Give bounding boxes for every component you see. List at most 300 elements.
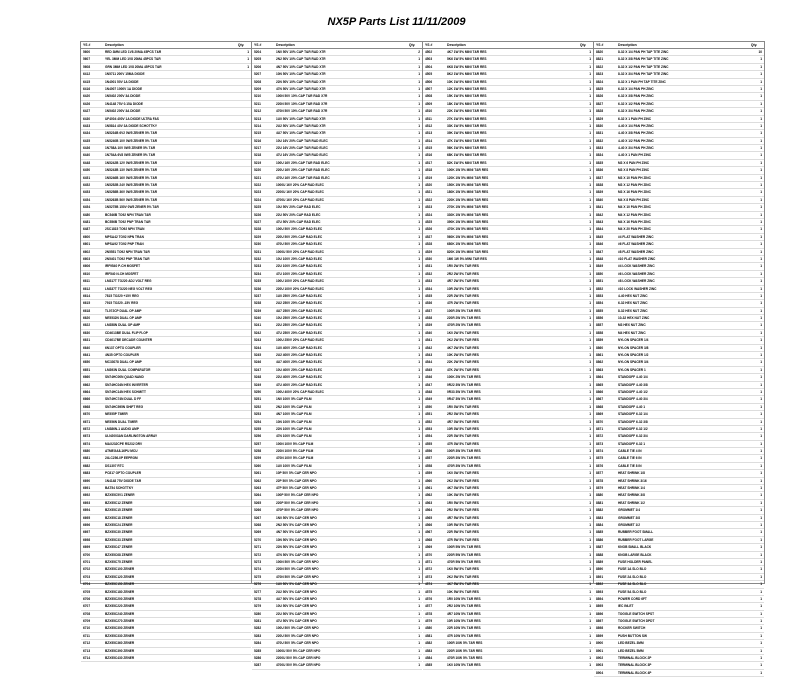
cell-desc: 120K 1W 5% MINI T&R RES (447, 175, 489, 180)
cell-desc: 22K 1W 5% MINI T&R RES (447, 109, 487, 114)
cell-ys: 8887 (596, 545, 604, 550)
cell-qty (233, 648, 251, 654)
cell-desc: 470R 2W 5% T&R RES (447, 323, 481, 328)
cell-desc: SN74HC595N SHIFT REG (105, 404, 144, 409)
cell-qty: 1 (760, 94, 762, 99)
cell-desc: 1N4148 75V DIODE T&R (105, 478, 142, 483)
table-row (594, 589, 764, 596)
cell-ys: 5608 (83, 64, 91, 69)
table-row (81, 278, 251, 285)
cell-desc: LM393N DUAL COMPARATOR (105, 367, 151, 372)
cell-desc: CD4017BE DECADE COUNTER (105, 338, 153, 343)
cell-ys: 4562 (425, 493, 433, 498)
cell-ys: 6641 (83, 353, 91, 358)
cell-qty (233, 611, 251, 617)
cell-ys: 5277 (254, 589, 262, 594)
cell-ys: 5219 (254, 160, 262, 165)
cell-qty: 1 (589, 190, 591, 195)
cell-desc: 10R 3W 5% T&R RES (447, 426, 479, 431)
cell-ys: 5238 (254, 301, 262, 306)
cell-ys: 4553 (425, 426, 433, 431)
cell-qty: 1 (589, 64, 591, 69)
cell-qty: 1 (418, 79, 420, 84)
cell-desc: 1N5243B 13V 0W5 ZENER 5% T&R (105, 168, 158, 173)
cell-qty (233, 522, 251, 528)
table-row (594, 640, 764, 647)
cell-ys: 6454 (83, 205, 91, 210)
cell-qty: 1 (589, 419, 591, 424)
cell-desc: 100N 50V 5% CAP CER NPO (276, 559, 319, 564)
cell-qty (233, 79, 251, 85)
cell-ys: 5269 (254, 530, 262, 535)
table-row (594, 93, 764, 100)
cell-desc: 1N4001 50V 1A DIODE (105, 79, 139, 84)
cell-qty (233, 152, 251, 158)
cell-desc: #10 FLAT WASHER ZINC (618, 256, 656, 261)
table-row (594, 241, 764, 248)
table-row (594, 278, 764, 285)
cell-qty: 1 (589, 478, 591, 483)
cell-ys: 8843 (596, 219, 604, 224)
cell-desc: 1N5246B 16V 0W5 ZENER 5% T&R (105, 175, 158, 180)
table-row (594, 308, 764, 315)
table-row (252, 212, 422, 219)
cell-ys: 5216 (254, 138, 262, 143)
header-desc: Description (105, 43, 124, 47)
cell-ys: 6453 (83, 190, 91, 195)
cell-desc: 7915 TO220 -15V REG (105, 301, 139, 306)
cell-desc: 1N5402 200V 3A DIODE (105, 109, 141, 114)
column-header (81, 42, 251, 49)
cell-qty (233, 71, 251, 77)
cell-qty: 1 (418, 493, 420, 498)
table-row (252, 625, 422, 632)
cell-desc: 10-32 HEX NUT ZINC (618, 316, 650, 321)
cell-desc: M3 X 12 PAN PH ZINC (618, 183, 651, 188)
cell-qty: 1 (589, 345, 591, 350)
cell-desc: 470R 5W 5% T&R RES (447, 559, 481, 564)
table-row (81, 500, 251, 507)
cell-ys: 8873 (596, 441, 604, 446)
cell-desc: 2N5401 TO92 PNP TRAN T&R (105, 256, 150, 261)
cell-qty: 1 (760, 493, 762, 498)
table-row (423, 145, 593, 152)
table-row (252, 603, 422, 610)
cell-desc: 6K8 1W 5% MINI T&R RES (447, 64, 487, 69)
cell-ys: 6696 (83, 523, 91, 527)
cell-desc: 4U7 250V 20% CAP RAD ELEC (276, 308, 323, 313)
cell-ys: 5234 (254, 271, 262, 276)
cell-ys: 8854 (596, 301, 604, 306)
cell-desc: 4-40 X 1/2 PAN PH ZINC (618, 138, 654, 143)
cell-desc: 47R 3W 5% T&R RES (447, 441, 479, 446)
cell-desc: MC33078 DUAL OP AMP (105, 360, 142, 365)
cell-desc: UF4004 400V 1A DIODE ULTRA FAS (105, 116, 159, 121)
cell-ys: 4514 (425, 138, 433, 143)
table-row (81, 537, 251, 544)
cell-qty: 1 (418, 486, 420, 491)
cell-qty: 1 (589, 86, 591, 91)
table-row (423, 249, 593, 256)
cell-qty: 1 (760, 648, 762, 653)
table-row (252, 116, 422, 123)
cell-qty (233, 544, 251, 550)
cell-ys: 4525 (425, 219, 433, 224)
table-row (423, 404, 593, 411)
cell-qty: 1 (760, 567, 762, 572)
table-row (252, 86, 422, 93)
cell-desc: 2R2 2W 5% T&R RES (447, 271, 479, 276)
cell-ys: 5211 (254, 101, 261, 106)
table-row (81, 256, 251, 263)
table-row (423, 433, 593, 440)
table-row (81, 544, 251, 551)
cell-qty: 1 (418, 279, 420, 284)
cell-ys: 8824 (596, 79, 604, 84)
cell-ys: 8872 (596, 434, 604, 439)
cell-qty: 1 (589, 508, 591, 513)
cell-desc: M3 HEX NUT ZINC (618, 323, 646, 328)
cell-qty: 1 (589, 404, 591, 409)
table-row (594, 175, 764, 182)
cell-desc: 1K0 3W 5% T&R RES (447, 471, 479, 476)
cell-desc: 1N5242B 12V 0W5 ZENER 5% T&R (105, 160, 158, 165)
cell-desc: 4U7 50V 10% CAP T&R RAD X7R (276, 131, 326, 136)
cell-qty: 1 (760, 234, 762, 239)
table-row (423, 175, 593, 182)
cell-desc: 47U 16V 20% CAP T&R RAD ELEC (276, 153, 328, 158)
cell-ys: 5266 (254, 508, 262, 513)
cell-ys: 5257 (254, 441, 262, 446)
table-row (252, 433, 422, 440)
cell-desc: 100N 50V 10% CAP T&R RAD X7R (276, 94, 328, 99)
cell-ys: 6600 (83, 234, 91, 239)
cell-qty: 1 (760, 249, 762, 254)
cell-qty: 1 (418, 256, 420, 261)
cell-qty: 1 (418, 596, 420, 601)
cell-ys: 5226 (254, 212, 262, 217)
cell-qty: 1 (418, 523, 420, 527)
cell-ys: 8856 (596, 316, 604, 321)
table-row (594, 293, 764, 300)
cell-qty: 1 (418, 123, 420, 128)
cell-ys: 8894 (596, 596, 604, 601)
table-row (423, 389, 593, 396)
table-row (81, 330, 251, 337)
table-row (594, 322, 764, 329)
cell-desc: NE5532N DUAL OP AMP (105, 316, 142, 321)
cell-ys: 4518 (425, 168, 433, 173)
cell-desc: M4 X 10 PAN PH ZINC (618, 205, 651, 210)
cell-desc: 47U 100V 20% CAP RAD ELEC (276, 271, 323, 276)
cell-desc: 47K 2W 5% T&R RES (447, 367, 479, 372)
cell-qty (233, 337, 251, 343)
cell-qty (233, 322, 251, 328)
table-row (81, 515, 251, 522)
table-row (423, 566, 593, 573)
cell-desc: 1N5234B 6V2 0W5 ZENER 5% T&R (105, 131, 158, 136)
cell-ys: 8842 (596, 212, 604, 217)
cell-qty: 2 (418, 50, 420, 54)
cell-ys: 8876 (596, 463, 604, 468)
cell-ys: 4581 (425, 633, 433, 638)
cell-qty: 1 (760, 293, 762, 298)
table-row (252, 93, 422, 100)
cell-desc: HEAT SHRINK 3/16 (618, 478, 647, 483)
cell-ys: 8860 (596, 345, 604, 350)
table-row (252, 374, 422, 381)
cell-ys: 6671 (83, 419, 91, 424)
cell-ys: 4524 (425, 212, 433, 217)
cell-desc: STANDOFF 4-40 1/2 (618, 389, 648, 394)
cell-qty: 1 (760, 205, 762, 210)
table-row (81, 79, 251, 86)
cell-desc: 1K0 2W 5% T&R RES (447, 330, 479, 335)
table-row (252, 478, 422, 485)
table-row (252, 352, 422, 359)
cell-qty: 1 (418, 249, 420, 254)
table-row (81, 123, 251, 130)
cell-desc: 100U 400V 20% CAP RAD ELEC (276, 389, 324, 394)
cell-desc: 4-40 X 3/8 PAN PH ZINC (618, 131, 654, 136)
table-row (423, 345, 593, 352)
cell-ys: 6454 (83, 197, 91, 202)
cell-qty: 1 (589, 582, 591, 587)
cell-desc: 47U 50V 5% CAP CER NPO (276, 619, 317, 624)
cell-desc: 470U 16V 20% CAP T&R RAD ELEC (276, 175, 330, 180)
cell-desc: ULN2003AN DARLINGTON ARRAY (105, 434, 158, 439)
cell-ys: 6695 (83, 515, 91, 520)
cell-desc: 1N5258B 36V 0W5 ZENER 5% T&R (105, 190, 158, 195)
cell-ys: 5225 (254, 205, 262, 210)
cell-desc: 47P 50V 5% CAP CER NPO (276, 486, 317, 491)
table-row (423, 625, 593, 632)
cell-qty: 1 (589, 626, 591, 631)
cell-qty: 1 (760, 338, 762, 343)
table-row (252, 389, 422, 396)
cell-qty: 1 (589, 663, 591, 668)
cell-desc: BZX55C390 ZENER (105, 648, 135, 653)
cell-desc: 10U 250V 20% CAP RAD ELEC (276, 316, 323, 321)
cell-ys: 4520 (425, 183, 433, 188)
cell-desc: 10K 1W 5% MINI T&R RES (447, 79, 487, 84)
cell-qty: 1 (760, 582, 762, 587)
cell-desc: 2200U 50V 5% CAP CER NPO (276, 656, 321, 661)
table-row (594, 256, 764, 263)
table-row (594, 389, 764, 396)
cell-desc: STANDOFF 6-32 3/8 (618, 419, 648, 424)
table-row (81, 167, 251, 174)
cell-desc: BZX55C240 ZENER (105, 611, 135, 616)
cell-ys: 4569 (425, 545, 433, 550)
cell-ys: 5254 (254, 419, 262, 424)
cell-ys: 8847 (596, 249, 604, 254)
cell-desc: 10R 2W 5% T&R RES (447, 286, 479, 291)
table-row (423, 123, 593, 130)
cell-ys: 5239 (254, 308, 262, 313)
table-row (423, 522, 593, 529)
cell-desc: HEAT SHRINK 1/4 (618, 486, 645, 491)
table-row (423, 426, 593, 433)
cell-ys: 5242 (254, 330, 262, 335)
cell-ys: 6712 (83, 641, 91, 646)
table-row (594, 448, 764, 455)
table-row (423, 256, 593, 263)
cell-qty: 1 (418, 212, 420, 217)
table-row (252, 308, 422, 315)
cell-desc: MAX232CPE RS232 DRV (105, 441, 143, 446)
cell-qty: 1 (760, 641, 762, 646)
cell-desc: 22U 100V 20% CAP RAD ELEC (276, 264, 323, 269)
table-row (423, 286, 593, 293)
table-row (252, 552, 422, 559)
cell-qty: 1 (760, 279, 762, 284)
cell-desc: 100U 250V 20% CAP RAD ELEC (276, 338, 324, 343)
cell-desc: 22U 16V 20% CAP T&R RAD ELEC (276, 146, 328, 151)
cell-ys: 8904 (596, 670, 604, 675)
cell-desc: FUSE 1A SLO BLO (618, 567, 647, 572)
cell-desc: NE556N DUAL TIMER (105, 419, 138, 424)
table-row (423, 485, 593, 492)
cell-ys: 5217 (254, 146, 262, 151)
cell-qty: 1 (589, 138, 591, 143)
cell-qty: 1 (589, 449, 591, 454)
table-row (81, 286, 251, 293)
cell-qty: 1 (589, 57, 591, 62)
cell-desc: 1U0 50V 10% CAP T&R RAD X7R (276, 116, 326, 121)
cell-ys: 4540 (425, 330, 433, 335)
cell-qty: 1 (760, 109, 762, 114)
table-row (81, 589, 251, 596)
cell-ys: 4549 (425, 397, 433, 402)
table-row (423, 197, 593, 204)
table-row (423, 492, 593, 499)
cell-desc: 47U 50V 20% CAP RAD ELEC (276, 219, 321, 224)
cell-qty: 1 (589, 574, 591, 579)
cell-ys: 4502 (425, 50, 433, 54)
cell-ys: 8893 (596, 589, 604, 594)
table-row (423, 559, 593, 566)
cell-desc: 470N 50V 10% CAP T&R RAD X7R (276, 109, 328, 114)
table-row (423, 130, 593, 137)
cell-qty: 1 (760, 471, 762, 476)
cell-ys: 4515 (425, 146, 433, 151)
cell-desc: 1U0 400V 20% CAP RAD ELEC (276, 345, 323, 350)
table-row (423, 374, 593, 381)
table-row (252, 426, 422, 433)
cell-desc: 220U 16V 20% CAP T&R RAD ELEC (276, 168, 330, 173)
cell-qty: 1 (589, 441, 591, 446)
table-row (423, 507, 593, 514)
table-row (81, 189, 251, 196)
table-row (81, 300, 251, 307)
cell-ys: 8864 (596, 375, 604, 380)
cell-desc: #6 FLAT WASHER ZINC (618, 242, 654, 247)
cell-qty: 1 (589, 219, 591, 224)
cell-ys: 8883 (596, 515, 604, 520)
table-row (423, 396, 593, 403)
cell-desc: TERMINAL BLOCK 3P (618, 663, 652, 668)
cell-qty: 1 (760, 116, 762, 121)
table-row (423, 86, 593, 93)
cell-desc: 470K 1W 5% MINI T&R RES (447, 227, 489, 232)
cell-qty (233, 633, 251, 639)
cell-desc: 220R 10W 5% T&R RES (447, 648, 483, 653)
cell-qty (233, 374, 251, 380)
cell-ys: 6606 (83, 264, 91, 269)
table-row (252, 492, 422, 499)
cell-qty (233, 212, 251, 218)
cell-qty: 1 (418, 72, 420, 77)
table-row (423, 293, 593, 300)
cell-qty: 1 (760, 441, 762, 446)
table-row (252, 160, 422, 167)
table-row (81, 492, 251, 499)
table-row (81, 234, 251, 241)
cell-ys: 6481 (83, 219, 91, 224)
cell-ys: 8862 (596, 360, 604, 365)
cell-qty: 1 (418, 397, 420, 402)
cell-desc: 8-32 HEX NUT ZINC (618, 308, 648, 313)
cell-qty: 1 (418, 559, 420, 564)
cell-ys: 4543 (425, 353, 433, 358)
cell-qty: 1 (418, 611, 420, 616)
table-row (81, 478, 251, 485)
table-row (423, 189, 593, 196)
cell-qty: 1 (760, 64, 762, 69)
table-row (252, 175, 422, 182)
cell-desc: 4N7 50V 10% CAP T&R RAD X7R (276, 64, 326, 69)
header-ys: YS # (254, 43, 262, 47)
table-row (594, 64, 764, 71)
cell-desc: M4 X 8 PAN PH ZINC (618, 197, 650, 202)
cell-desc: 100R 2W 5% T&R RES (447, 308, 481, 313)
cell-desc: 1R0 2W 5% T&R RES (447, 264, 479, 269)
cell-desc: BZX55C270 ZENER (105, 619, 135, 624)
cell-ys: 6615 (83, 301, 91, 306)
cell-ys: 5209 (254, 86, 262, 91)
table-row (81, 411, 251, 418)
table-row (252, 278, 422, 285)
cell-ys: 5256 (254, 434, 262, 439)
cell-desc: TERMINAL BLOCK 4P (618, 670, 652, 675)
cell-qty: 1 (760, 523, 762, 527)
cell-qty: 1 (760, 101, 762, 106)
table-row (423, 544, 593, 551)
cell-desc: HEAT SHRINK 3/8 (618, 493, 645, 498)
table-row (252, 404, 422, 411)
cell-ys: 8861 (596, 353, 604, 358)
cell-qty: 1 (589, 397, 591, 402)
cell-ys: 5230 (254, 242, 262, 247)
cell-desc: RUBBER FOOT LARGE (618, 537, 654, 542)
cell-qty: 1 (760, 146, 762, 151)
table-row (252, 411, 422, 418)
table-row (423, 271, 593, 278)
table-row (81, 204, 251, 211)
table-row (252, 79, 422, 86)
cell-qty: 1 (589, 367, 591, 372)
table-row (81, 367, 251, 374)
cell-qty: 1 (589, 648, 591, 653)
cell-desc: GRN 3MM LED 1V8 20MA 45PCS T&R (105, 64, 162, 69)
cell-ys: 5285 (254, 648, 262, 653)
cell-qty: 1 (589, 183, 591, 188)
cell-ys: 4538 (425, 316, 433, 321)
cell-qty: 1 (589, 552, 591, 557)
table-row (252, 529, 422, 536)
cell-qty: 1 (589, 308, 591, 313)
